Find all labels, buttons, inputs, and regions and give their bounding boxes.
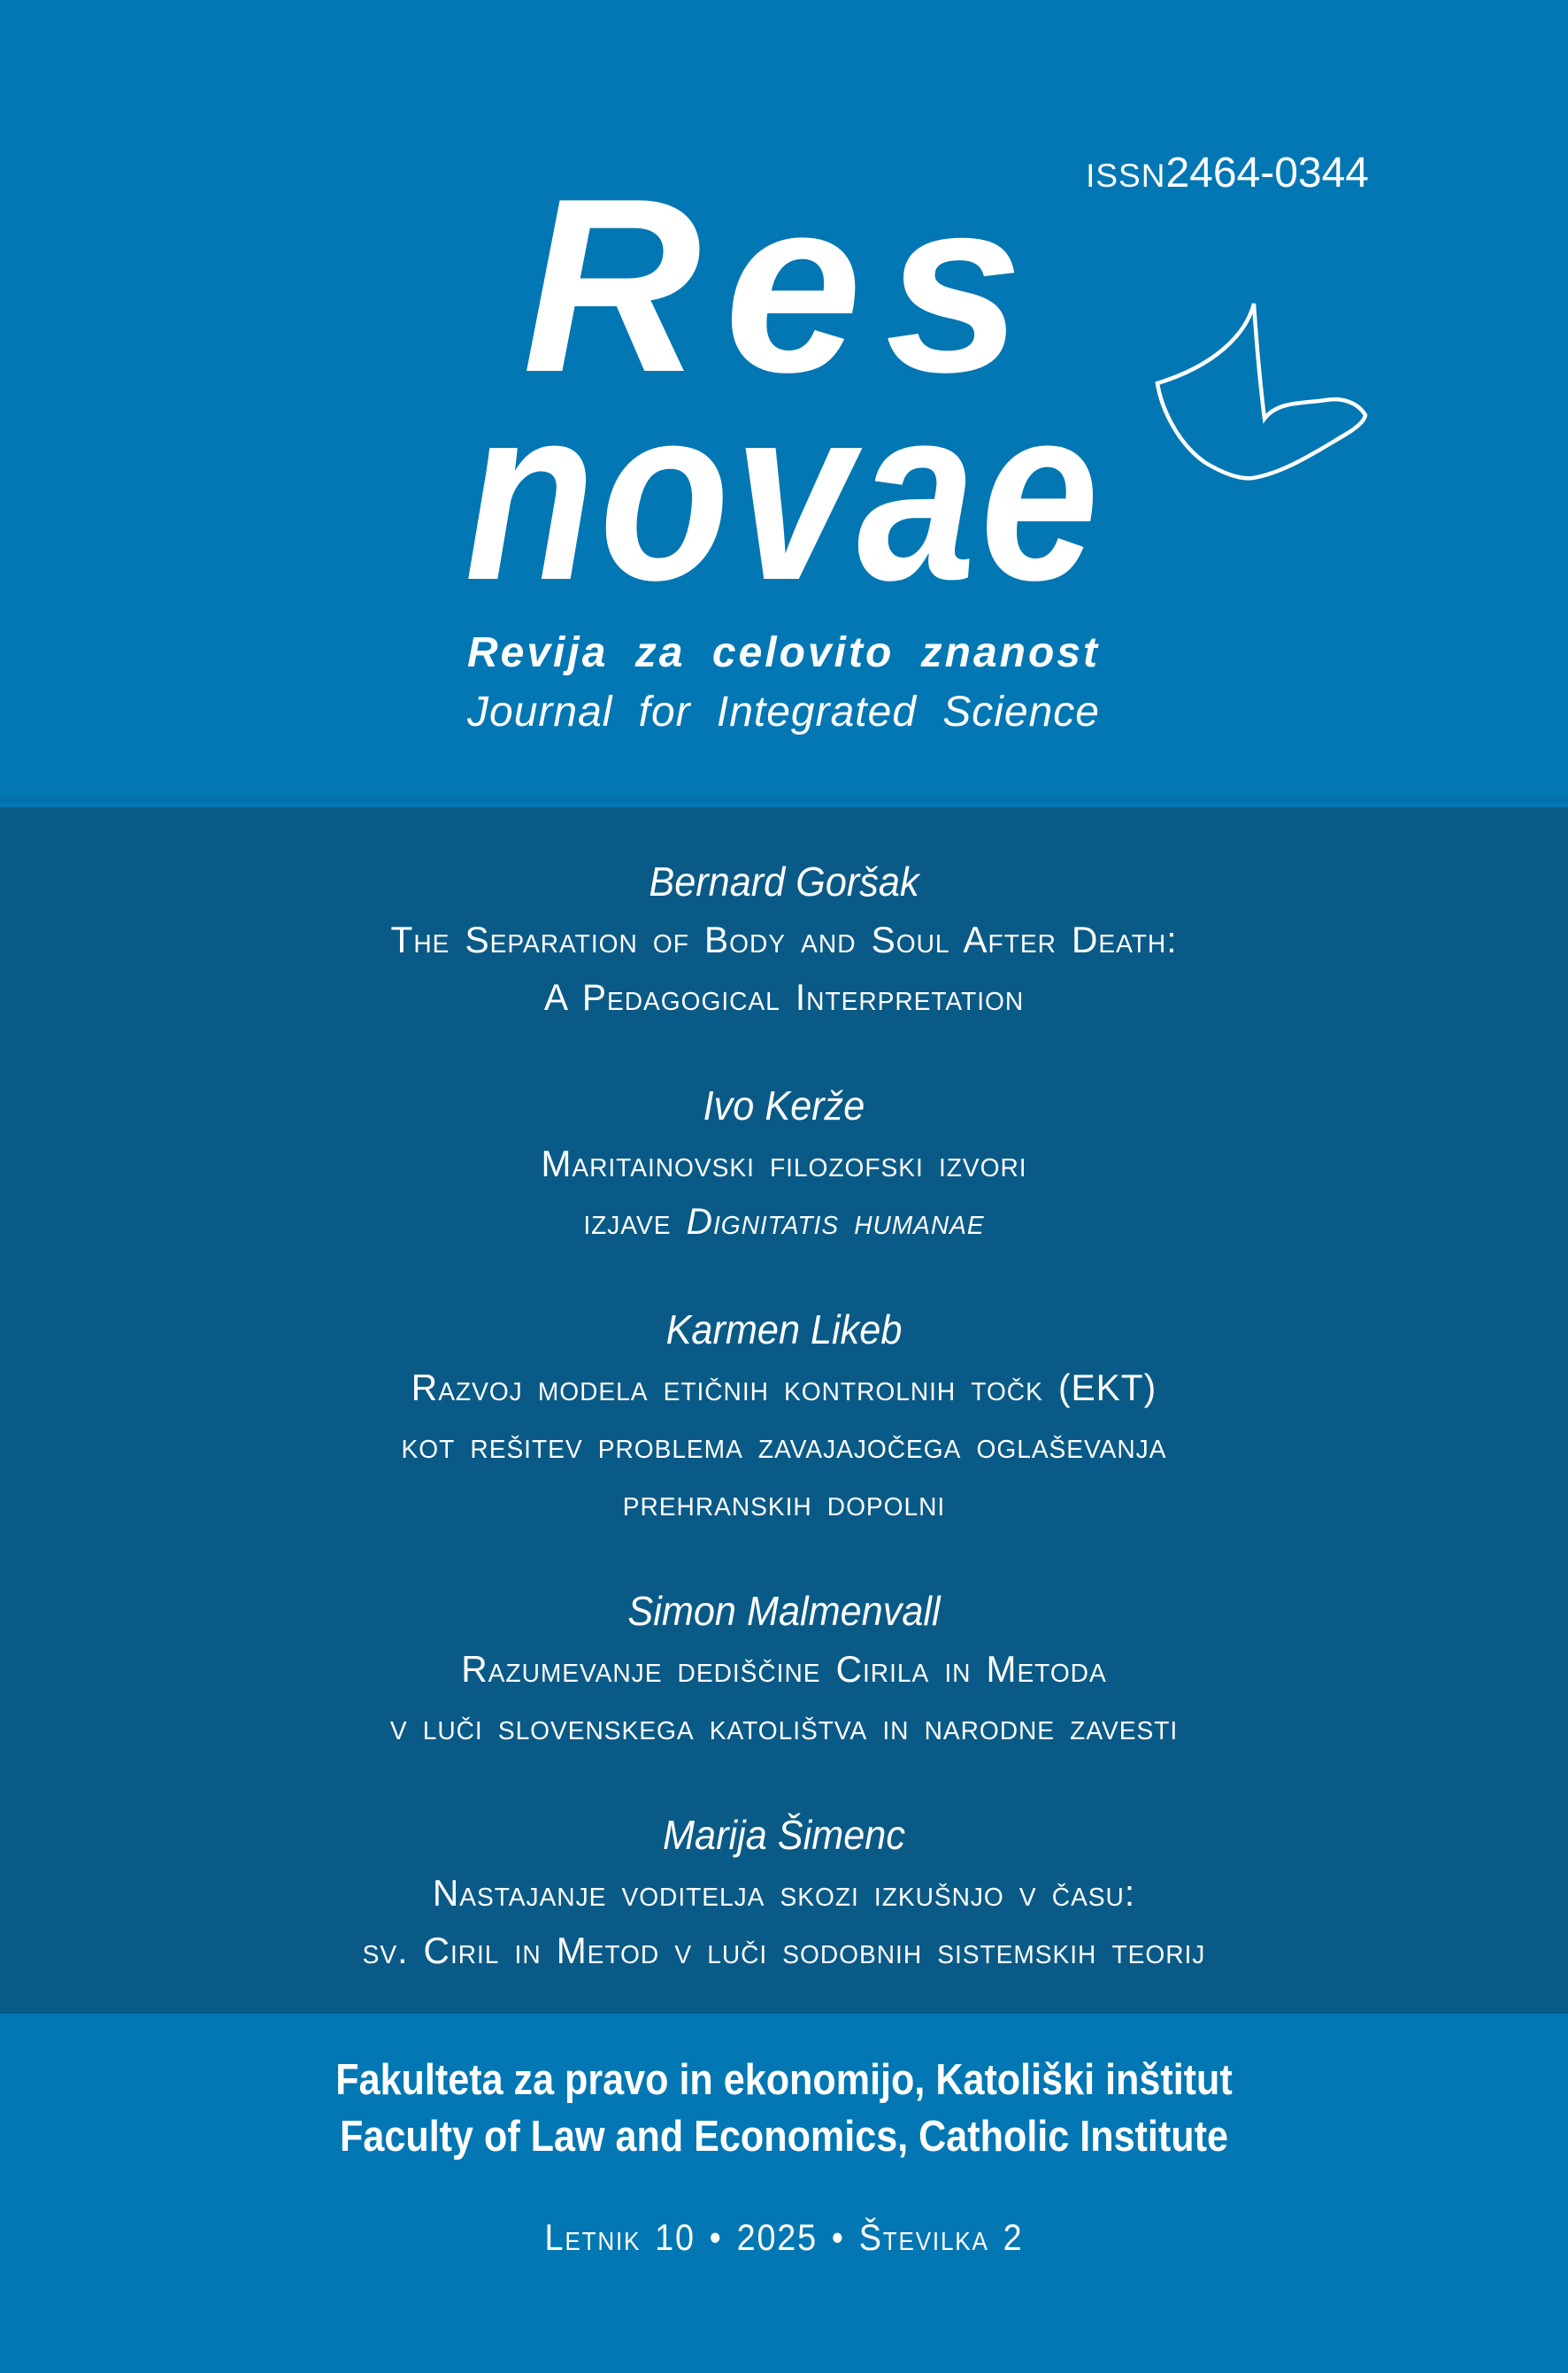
issue-info: Letnik 10 • 2025 • Številka 2 bbox=[544, 2216, 1024, 2258]
subtitle-word: Revija bbox=[467, 629, 609, 676]
title-text-italic: Dignitatis humanae bbox=[686, 1200, 985, 1242]
article-title-line: Razvoj modela etičnih kontrolnih točk (EKT) bbox=[411, 1367, 1157, 1408]
toc-entry bbox=[0, 1807, 1568, 1979]
article-author: Marija Šimenc bbox=[663, 1812, 905, 1858]
journal-title-word-2: novae bbox=[465, 356, 1103, 632]
subtitle-slovenian bbox=[467, 628, 1100, 677]
subtitle-word: for bbox=[638, 689, 691, 736]
article-title-line: v luči slovenskega katolištva in narodne zavesti bbox=[389, 1706, 1179, 1747]
issn-number: 2464-0344 bbox=[1165, 150, 1369, 196]
title-text: izjave bbox=[583, 1200, 687, 1242]
toc-entry bbox=[0, 1301, 1568, 1531]
journal-title-word-1: Res bbox=[522, 148, 1046, 424]
subtitle-word: celovito bbox=[711, 629, 895, 676]
publisher-section bbox=[0, 2014, 1568, 2373]
subtitle-english bbox=[467, 688, 1100, 736]
dove-icon bbox=[1149, 295, 1370, 481]
article-title-line: sv. Ciril in Metod v luči sodobnih sistemskih teorij bbox=[362, 1930, 1206, 1971]
article-title-line: The Separation of Body and Soul After Death: bbox=[390, 919, 1178, 960]
article-title-line: prehranskih dopolni bbox=[622, 1482, 946, 1523]
article-title-line: A Pedagogical Interpretation bbox=[543, 976, 1025, 1018]
toc-entry bbox=[0, 853, 1568, 1026]
article-title-line bbox=[24, 1192, 1545, 1250]
affiliation-slovenian: Fakulteta za pravo in ekonomijo, Katoliški inštitut bbox=[335, 2056, 1233, 2104]
article-author: Bernard Goršak bbox=[649, 859, 919, 905]
subtitle-word: Journal bbox=[467, 689, 613, 736]
article-title-line: kot rešitev problema zavajajočega oglaševanja bbox=[401, 1424, 1167, 1466]
masthead-section bbox=[0, 0, 1568, 802]
article-title-line: Razumevanje dediščine Cirila in Metoda bbox=[461, 1648, 1107, 1690]
toc-entry bbox=[0, 1583, 1568, 1755]
article-title-line: Nastajanje voditelja skozi izkušnjo v času: bbox=[432, 1872, 1136, 1914]
article-author: Ivo Kerže bbox=[703, 1082, 865, 1129]
article-title-line: Maritainovski filozofski izvori bbox=[541, 1143, 1027, 1184]
subtitle-word: za bbox=[634, 629, 686, 676]
toc-entry bbox=[0, 1077, 1568, 1250]
issn-label: ISSN bbox=[1086, 158, 1166, 194]
subtitle-word: Science bbox=[942, 689, 1100, 736]
subtitle-word: Integrated bbox=[716, 689, 918, 736]
affiliation-english: Faculty of Law and Economics, Catholic Institute bbox=[340, 2113, 1228, 2161]
article-author: Karmen Likeb bbox=[665, 1306, 903, 1352]
article-author: Simon Malmenvall bbox=[627, 1588, 941, 1634]
subtitle-word: znanost bbox=[920, 629, 1100, 676]
toc-section bbox=[0, 807, 1568, 2014]
